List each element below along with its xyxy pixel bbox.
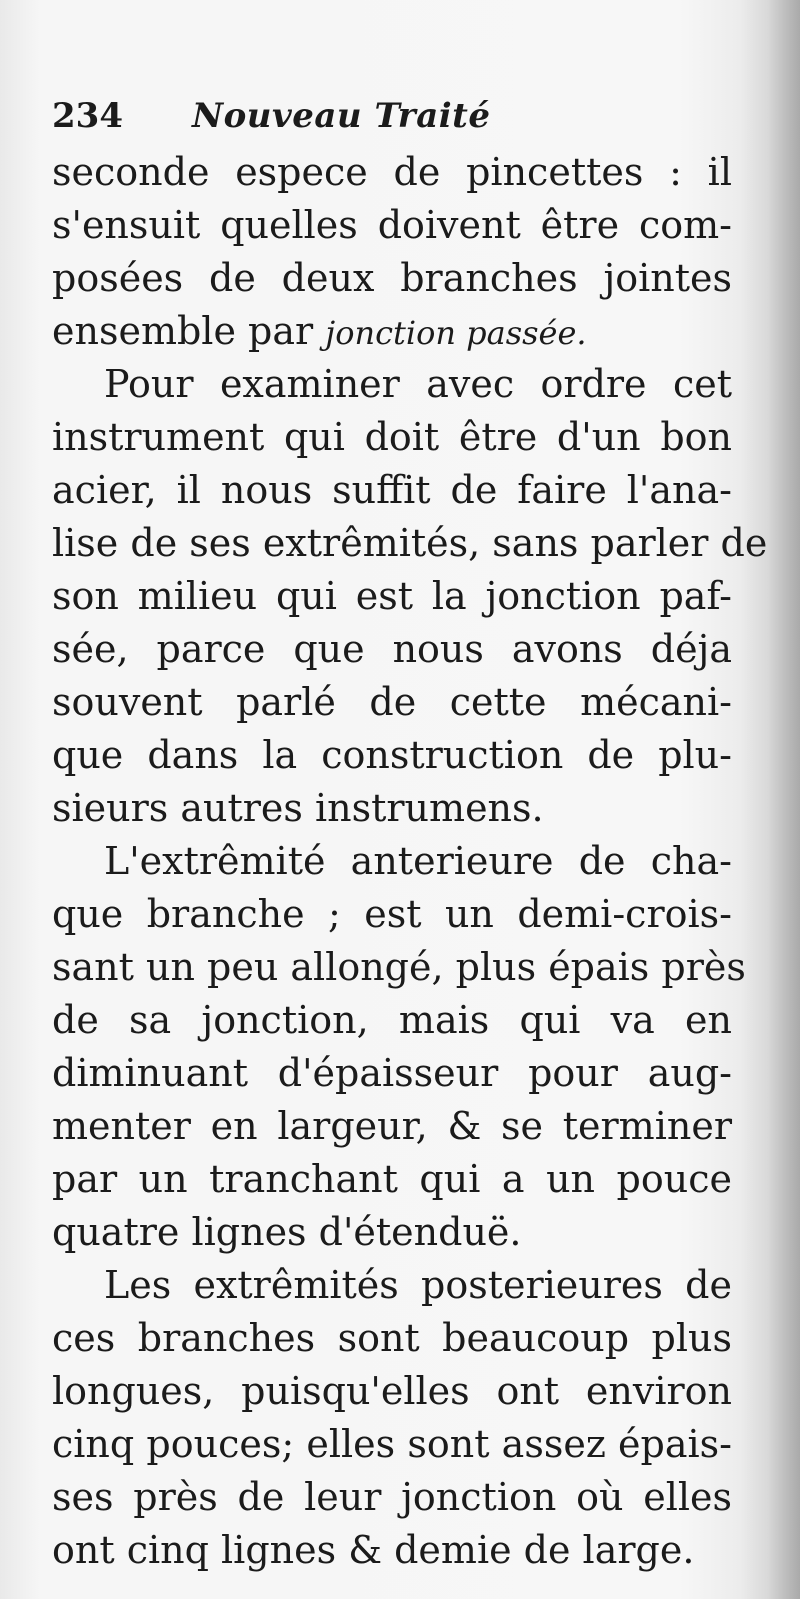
text-line <box>52 782 732 835</box>
text-line <box>52 1206 732 1259</box>
text-line <box>52 888 732 941</box>
line-text: lise de ses extrêmités, sans parler de <box>52 521 768 565</box>
line-text: quatre lignes d'étenduë. <box>52 1210 522 1254</box>
paragraph <box>52 1259 732 1577</box>
body-text <box>52 146 768 1577</box>
text-line <box>52 146 732 199</box>
line-text: menter en largeur, & se terminer <box>52 1104 732 1148</box>
text-line <box>52 623 732 676</box>
line-text: de sa jonction, mais qui va en <box>52 998 732 1042</box>
line-text: que branche ; est un demi-crois- <box>52 892 732 936</box>
running-head-title: Nouveau Traité <box>192 96 491 136</box>
italic-text: jonction passée. <box>325 314 587 352</box>
line-text: souvent parlé de cette mécani- <box>52 680 732 724</box>
text-line <box>52 729 732 782</box>
line-text: instrument qui doit être d'un bon <box>52 415 732 459</box>
line-text: par un tranchant qui a un pouce <box>52 1157 732 1201</box>
line-text: seconde espece de pincettes : il <box>52 150 732 194</box>
paragraph <box>52 835 746 1259</box>
line-text: ont cinq lignes & demie de large. <box>52 1528 695 1572</box>
text-line <box>52 1153 732 1206</box>
line-text: sée, parce que nous avons déja <box>52 627 732 671</box>
text-line <box>52 994 732 1047</box>
text-line <box>52 1047 732 1100</box>
line-text: acier, il nous suffit de faire l'ana- <box>52 468 732 512</box>
line-text: Pour examiner avec ordre cet <box>104 362 732 406</box>
line-text: sant un peu allongé, plus épais près <box>52 945 746 989</box>
line-text: ces branches sont beaucoup plus <box>52 1316 732 1360</box>
line-text: ses près de leur jonction où elles <box>52 1475 732 1519</box>
text-line <box>52 1100 732 1153</box>
paragraph <box>52 146 732 358</box>
line-text: que dans la construction de plu- <box>52 733 732 777</box>
text-line <box>52 1471 732 1524</box>
text-line <box>52 835 732 888</box>
page-number: 234 <box>52 96 123 136</box>
line-text: longues, puisqu'elles ont environ <box>52 1369 732 1413</box>
line-text: posées de deux branches jointes <box>52 256 732 300</box>
text-line <box>52 305 732 358</box>
text-line <box>52 941 746 994</box>
text-line <box>52 517 768 570</box>
line-text: sieurs autres instrumens. <box>52 786 544 830</box>
text-line <box>52 676 732 729</box>
text-line <box>52 1418 732 1471</box>
text-line <box>52 1259 732 1312</box>
text-line <box>52 570 732 623</box>
text-line <box>52 1312 732 1365</box>
line-text: cinq pouces; elles sont assez épais- <box>52 1422 732 1466</box>
running-head <box>52 96 732 146</box>
line-text: Les extrêmités posterieures de <box>104 1263 732 1307</box>
paragraph <box>52 358 768 835</box>
text-line <box>52 1365 732 1418</box>
line-text: s'ensuit quelles doivent être com- <box>52 203 732 247</box>
page-text <box>52 96 768 1577</box>
text-line <box>52 1524 732 1577</box>
text-line <box>52 411 732 464</box>
text-line <box>52 358 732 411</box>
text-line <box>52 464 732 517</box>
binding-shadow <box>768 0 800 1599</box>
text-line <box>52 199 732 252</box>
line-text: son milieu qui est la jonction paf- <box>52 574 732 618</box>
line-text: L'extrêmité anterieure de cha- <box>104 839 732 883</box>
line-text: diminuant d'épaisseur pour aug- <box>52 1051 732 1095</box>
line-text: ensemble par <box>52 309 326 353</box>
text-line <box>52 252 732 305</box>
